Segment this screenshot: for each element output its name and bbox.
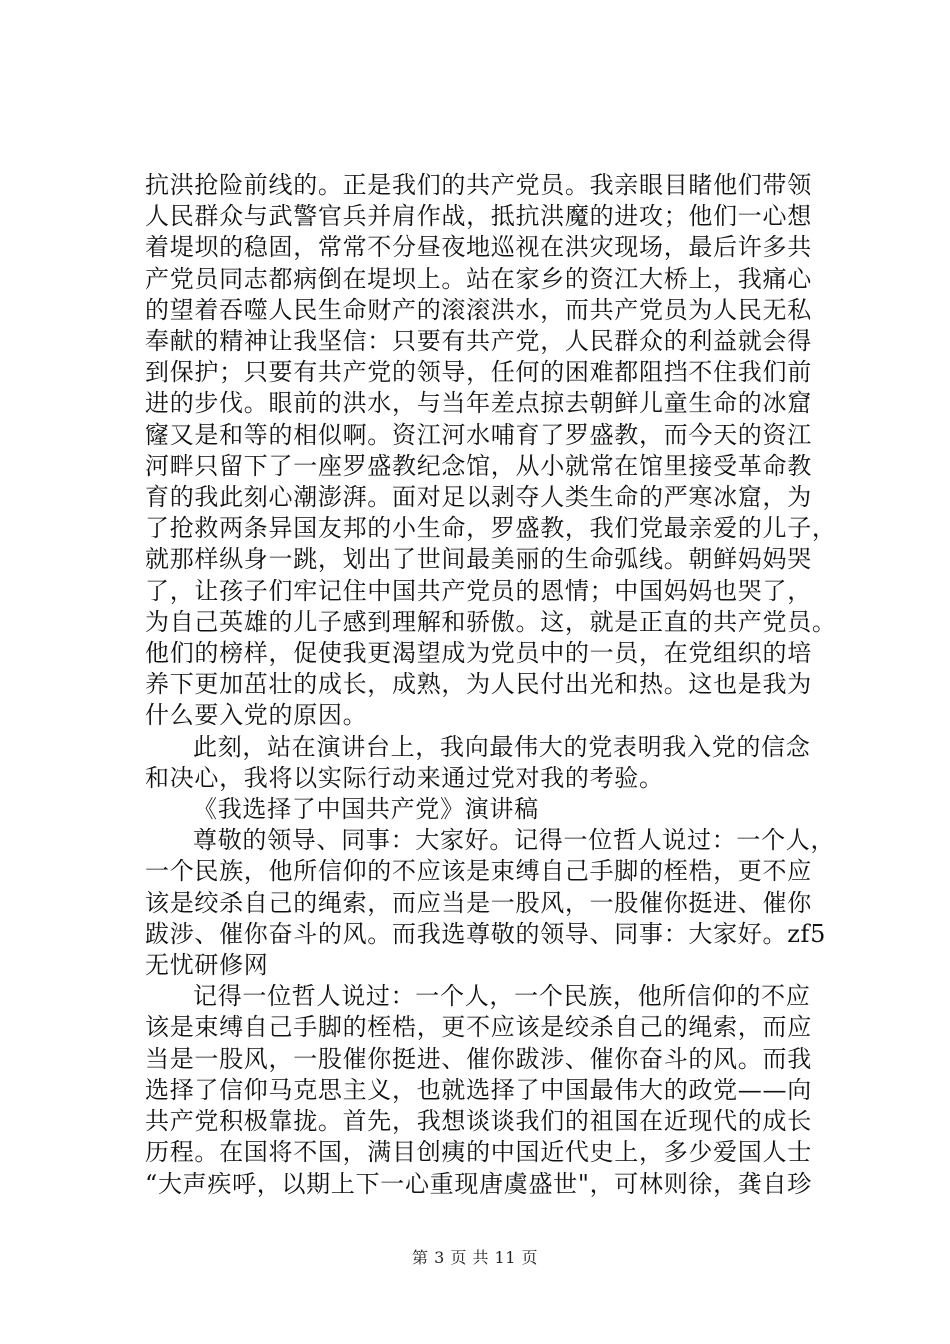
- text-line: 选择了信仰马克思主义，也就选择了中国最伟大的政党——向: [145, 1075, 812, 1104]
- text-line: 育的我此刻心潮澎湃。面对足以剥夺人类生命的严寒冰窟，为: [145, 483, 812, 512]
- text-line: 到保护；只要有共产党的领导，任何的困难都阻挡不住我们前: [145, 358, 812, 387]
- text-line: 当是一股风，一股催你挺进、催你跋涉、催你奋斗的风。而我: [145, 1044, 812, 1073]
- paragraph: [145, 170, 835, 732]
- text-line: 该是绞杀自己的绳索，而应当是一股风，一股催你挺进、催你: [145, 888, 812, 917]
- text-line: 人民群众与武警官兵并肩作战，抵抗洪魔的进攻；他们一心想: [145, 202, 812, 231]
- document-body: [145, 170, 835, 1200]
- paragraph: [145, 825, 835, 981]
- text-line: 窿又是和等的相似啊。资江河水哺育了罗盛教，而今天的资江: [145, 420, 812, 449]
- text-line: 共产党积极靠拢。首先，我想谈谈我们的祖国在近现代的成长: [145, 1107, 812, 1136]
- text-line: 的望着吞噬人民生命财产的滚滚洪水，而共产党员为人民无私: [145, 295, 812, 324]
- text-line: 奉献的精神让我坚信：只要有共产党，人民群众的利益就会得: [145, 327, 812, 356]
- text-line: 为自己英雄的儿子感到理解和骄傲。这，就是正直的共产党员。: [145, 607, 837, 636]
- text-line: 养下更加茁壮的成长，成熟，为人民付出光和热。这也是我为: [145, 670, 812, 699]
- text-line: 记得一位哲人说过：一个人，一个民族，他所信仰的不应: [193, 982, 811, 1011]
- text-line: “大声疾呼，以期上下一心重现唐虞盛世"，可林则徐，龚自珍: [145, 1169, 812, 1198]
- text-line: 此刻，站在演讲台上，我向最伟大的党表明我入党的信念: [193, 732, 811, 761]
- paragraph: [145, 794, 835, 825]
- page-footer: 第 3 页 共 11 页: [412, 1248, 538, 1267]
- text-line: 尊敬的领导、同事：大家好。记得一位哲人说过：一个人，: [193, 826, 836, 855]
- text-line: 什么要入党的原因。: [145, 701, 368, 730]
- text-line: 无忧研修网: [145, 951, 269, 980]
- text-line: 河畔只留下了一座罗盛教纪念馆，从小就常在馆里接受革命教: [145, 451, 812, 480]
- text-line: 了抢救两条异国友邦的小生命，罗盛教，我们党最亲爱的儿子，: [145, 514, 837, 543]
- text-line: 和决心，我将以实际行动来通过党对我的考验。: [145, 763, 664, 792]
- text-line: 抗洪抢险前线的。正是我们的共产党员。我亲眼目睹他们带领: [145, 171, 812, 199]
- text-line: 就那样纵身一跳，划出了世间最美丽的生命弧线。朝鲜妈妈哭: [145, 545, 812, 574]
- text-line: 着堤坝的稳固，常常不分昼夜地巡视在洪灾现场，最后许多共: [145, 233, 812, 262]
- text-line: 进的步伐。眼前的洪水，与当年差点掠去朝鲜儿童生命的冰窟: [145, 389, 812, 418]
- text-line: 历程。在国将不国，满目创痍的中国近代史上，多少爱国人士: [145, 1138, 812, 1167]
- text-line: 跋涉、催你奋斗的风。而我选尊敬的领导、同事：大家好。zf5: [145, 919, 827, 948]
- text-line: 该是束缚自己手脚的桎梏，更不应该是绞杀自己的绳索，而应: [145, 1013, 812, 1042]
- text-line: 他们的榜样，促使我更渴望成为党员中的一员，在党组织的培: [145, 639, 812, 668]
- text-line: 了，让孩子们牢记住中国共产党员的恩情；中国妈妈也哭了，: [145, 576, 812, 605]
- paragraph: [145, 732, 835, 794]
- text-line: 《我选择了中国共产党》演讲稿: [193, 795, 539, 824]
- text-line: 一个民族，他所信仰的不应该是束缚自己手脚的桎梏，更不应: [145, 857, 812, 886]
- text-line: 产党员同志都病倒在堤坝上。站在家乡的资江大桥上，我痛心: [145, 264, 812, 293]
- paragraph: [145, 981, 835, 1199]
